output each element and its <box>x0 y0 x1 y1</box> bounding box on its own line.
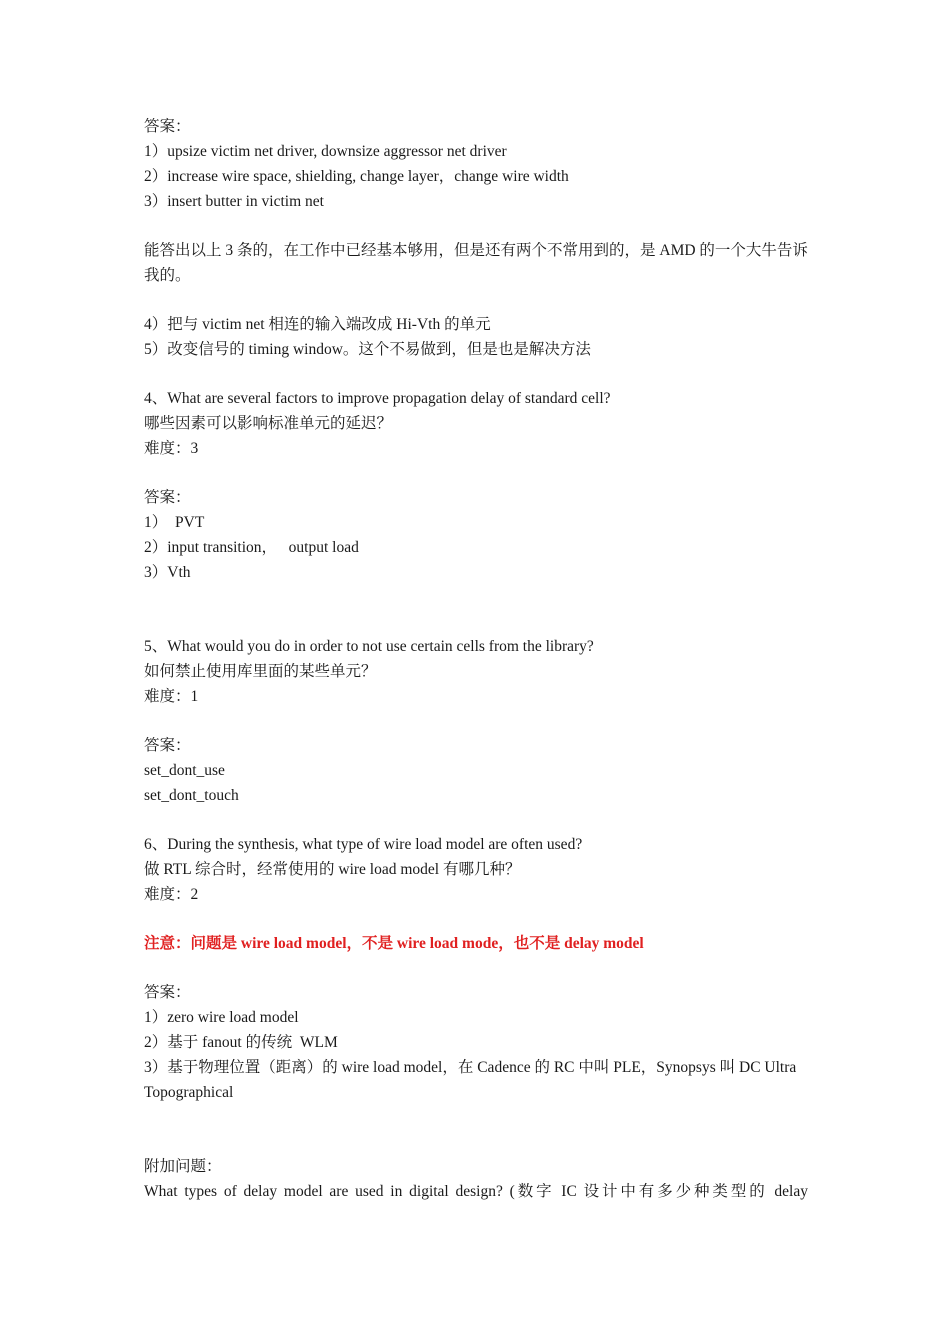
answer-item: set_dont_touch <box>144 787 239 804</box>
warning-note: 注意：问题是 wire load model，不是 wire load mode，也不是 delay model <box>144 935 644 952</box>
question-chinese: 做 RTL 综合时，经常使用的 wire load model 有哪几种？ <box>144 861 521 878</box>
answer-label: 答案： <box>144 489 191 506</box>
answer-item: set_dont_use <box>144 762 225 779</box>
answer-item: 2）input transition， output load <box>144 539 359 556</box>
answer-label: 答案： <box>144 984 191 1001</box>
extra-question-text: What types of delay model are used in digital design? (数字 IC 设计中有多少种类型的 delay <box>144 1183 808 1200</box>
question-english: 4、What are several factors to improve propagation delay of standard cell? <box>144 390 611 407</box>
question-english: 6、During the synthesis, what type of wire load model are often used? <box>144 836 583 853</box>
remark-paragraph: 能答出以上 3 条的，在工作中已经基本够用，但是还有两个不常用到的，是 AMD 的一个大牛告诉我的。 <box>144 242 808 284</box>
answer-item: 3）Vth <box>144 564 191 581</box>
question-chinese: 如何禁止使用库里面的某些单元？ <box>144 663 377 680</box>
difficulty: 难度：3 <box>144 440 199 457</box>
answer-item: 2）increase wire space, shielding, change layer，change wire width <box>144 168 569 185</box>
answer-label: 答案： <box>144 118 191 135</box>
answer-item: 1） PVT <box>144 514 205 531</box>
answer-label: 答案： <box>144 737 191 754</box>
extra-question-label: 附加问题： <box>144 1158 222 1175</box>
answer-item: 1）upsize victim net driver, downsize aggressor net driver <box>144 143 507 160</box>
answer-item: 1）zero wire load model <box>144 1009 299 1026</box>
answer-item: 2）基于 fanout 的传统 WLM <box>144 1034 338 1051</box>
difficulty: 难度：2 <box>144 886 199 903</box>
answer-item: 4）把与 victim net 相连的输入端改成 Hi-Vth 的单元 <box>144 316 491 333</box>
question-chinese: 哪些因素可以影响标准单元的延迟？ <box>144 415 393 432</box>
answer-item: 5）改变信号的 timing window。这个不易做到，但是也是解决方法 <box>144 341 591 358</box>
question-english: 5、What would you do in order to not use certain cells from the library? <box>144 638 594 655</box>
answer-item: 3）insert butter in victim net <box>144 193 324 210</box>
difficulty: 难度：1 <box>144 688 199 705</box>
document-page <box>144 114 808 1204</box>
answer-item: 3）基于物理位置（距离）的 wire load model，在 Cadence 的 RC 中叫 PLE，Synopsys 叫 DC Ultra Topographical <box>144 1059 797 1101</box>
